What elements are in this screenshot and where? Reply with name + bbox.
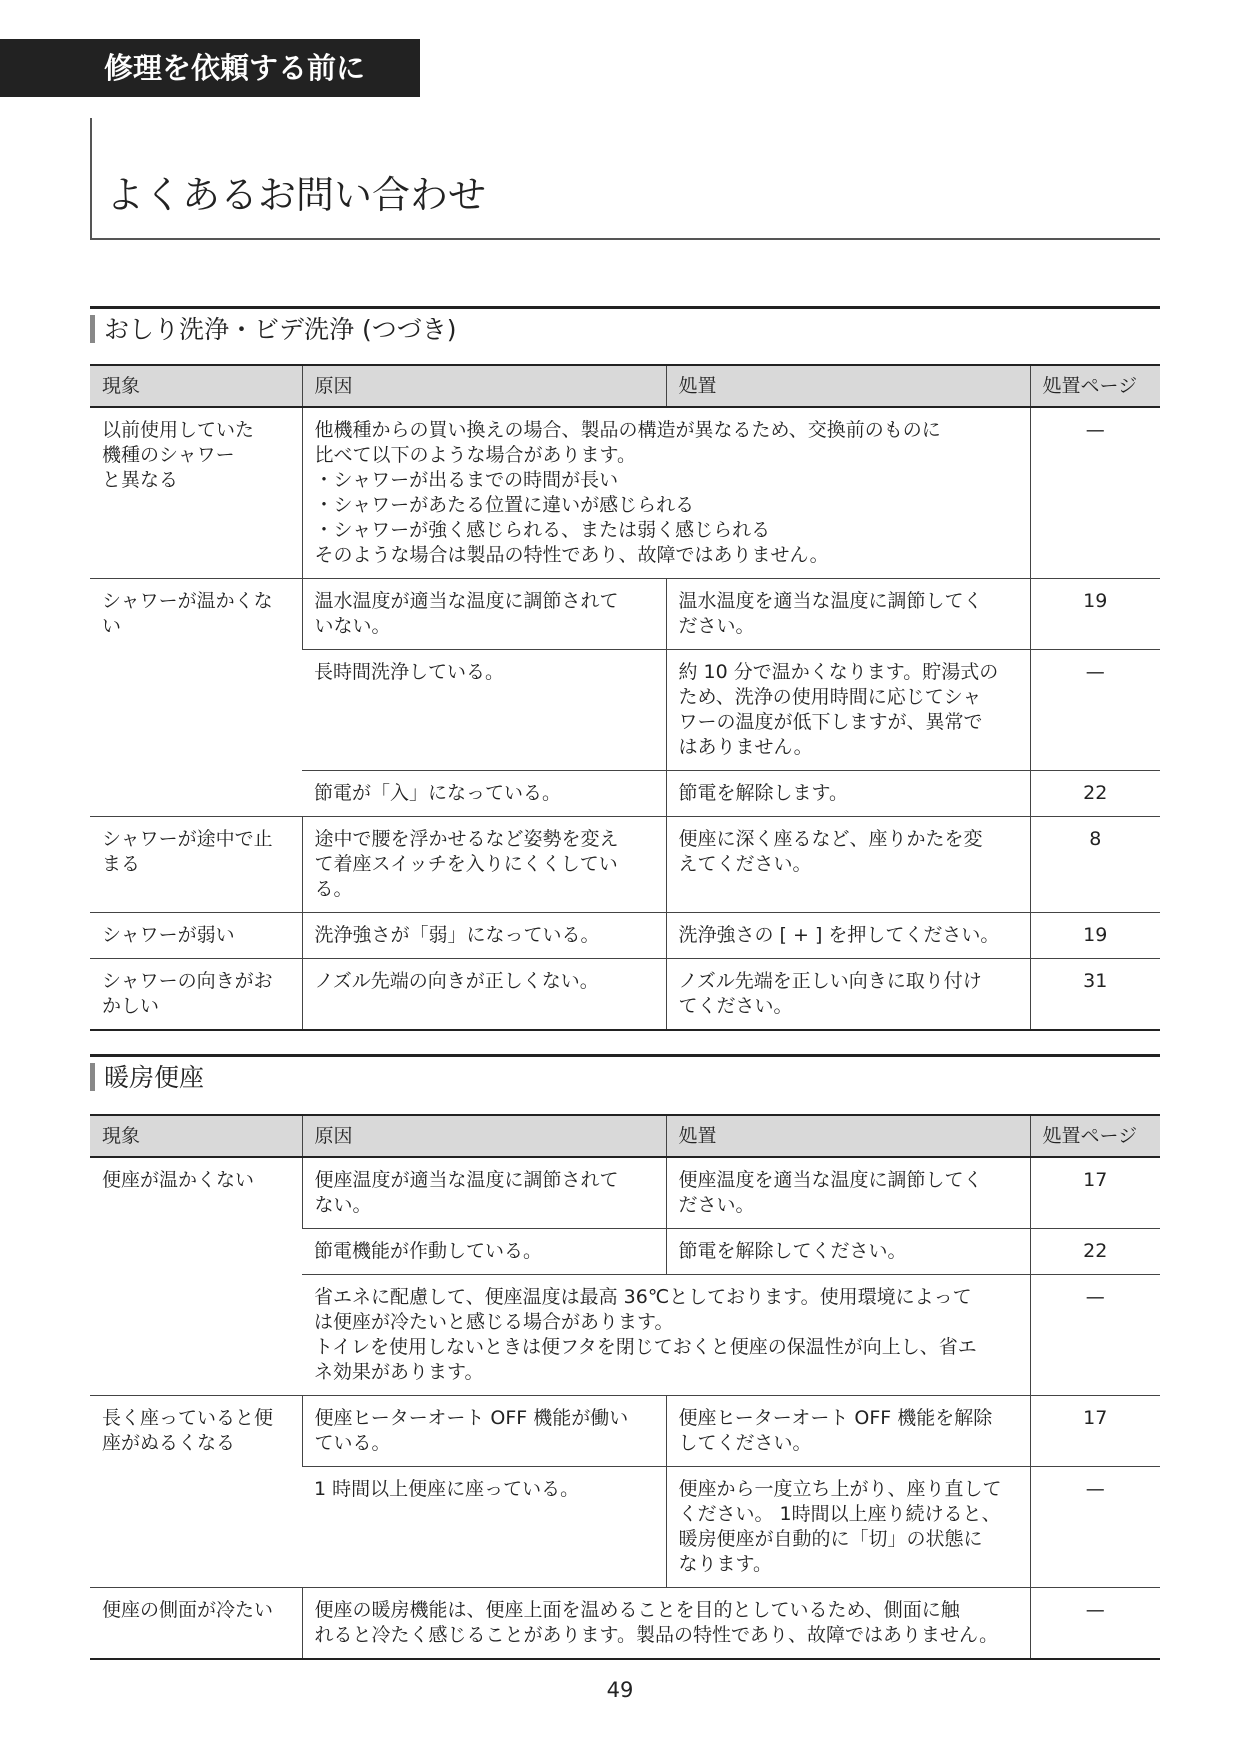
remedy-line: 温水温度を適当な温度に調節してく	[678, 590, 983, 612]
heading-bar	[90, 1063, 95, 1091]
page-cell: 22	[1030, 1229, 1160, 1275]
page-cell: 19	[1030, 913, 1160, 959]
page-number: 49	[606, 1678, 634, 1702]
symptom-cell	[90, 1157, 302, 1396]
remedy-line: 便座から一度立ち上がり、座り直して	[678, 1478, 1002, 1500]
cause-line: いない。	[314, 615, 391, 637]
table-row	[90, 959, 1160, 1031]
cause-line: そのような場合は製品の特性であり、故障ではありません。	[314, 544, 829, 566]
cause-cell	[302, 407, 1030, 579]
remedy-cell	[666, 817, 1030, 913]
remedy-line: 節電を解除します。	[678, 782, 848, 804]
cause-line: は便座が冷たいと感じる場合があります。	[314, 1311, 674, 1333]
page-cell: —	[1030, 1467, 1160, 1588]
cause-cell	[302, 771, 666, 817]
cause-cell	[302, 650, 666, 771]
remedy-line: 暖房便座が自動的に「切」の状態に	[678, 1528, 983, 1550]
cause-line: ・シャワーが出るまでの時間が長い	[314, 469, 619, 491]
page-cell: 22	[1030, 771, 1160, 817]
cause-line: ネ効果があります。	[314, 1361, 484, 1383]
symptom-line: シャワーが温かくな	[102, 590, 273, 612]
symptom-cell	[90, 407, 302, 579]
remedy-cell	[666, 913, 1030, 959]
symptom-cell	[90, 959, 302, 1031]
remedy-line: ため、洗浄の使用時間に応じてシャ	[678, 686, 982, 708]
page-cell: 17	[1030, 1157, 1160, 1229]
column-header-cause: 原因	[302, 1115, 666, 1157]
remedy-line: してください。	[678, 1432, 812, 1454]
remedy-cell	[666, 650, 1030, 771]
table-row	[90, 1396, 1160, 1467]
column-header-remedy: 処置	[666, 365, 1030, 407]
symptom-cell	[90, 913, 302, 959]
symptom-line: まる	[102, 853, 141, 875]
page-cell: —	[1030, 650, 1160, 771]
symptom-cell	[90, 817, 302, 913]
table-row	[90, 1588, 1160, 1660]
cause-line: 比べて以下のような場合があります。	[314, 444, 636, 466]
remedy-cell	[666, 1157, 1030, 1229]
cause-line: れると冷たく感じることがあります。製品の特性であり、故障ではありません。	[314, 1624, 999, 1646]
remedy-line: 約 10 分で温かくなります。貯湯式の	[678, 661, 999, 683]
remedy-line: ださい。	[678, 1194, 755, 1216]
faq-table-heated-seat	[90, 1114, 1160, 1660]
cause-line: 他機種からの買い換えの場合、製品の構造が異なるため、交換前のものに	[314, 419, 941, 441]
remedy-line: 洗浄強さの [ + ] を押してください。	[678, 924, 1000, 946]
remedy-line: えてください。	[678, 853, 812, 875]
remedy-cell	[666, 771, 1030, 817]
page-cell: 19	[1030, 579, 1160, 650]
remedy-cell	[666, 959, 1030, 1031]
remedy-line: 便座温度を適当な温度に調節してく	[678, 1169, 983, 1191]
remedy-line: はありません。	[678, 736, 813, 758]
page-title: よくあるお問い合わせ	[106, 173, 487, 217]
page-cell: 17	[1030, 1396, 1160, 1467]
chapter-title: 修理を依頼する前に	[104, 51, 366, 85]
symptom-line: シャワーの向きがお	[102, 970, 273, 992]
table-header-row	[90, 365, 1160, 407]
symptom-line: かしい	[102, 995, 160, 1017]
cause-cell	[302, 1275, 1030, 1396]
cause-cell	[302, 1588, 1030, 1660]
section-heading-washing	[90, 306, 1160, 348]
remedy-line: ノズル先端を正しい向きに取り付け	[678, 970, 982, 992]
symptom-line: 便座の側面が冷たい	[102, 1599, 274, 1621]
cause-line: ない。	[314, 1194, 372, 1216]
cause-line: 温水温度が適当な温度に調節されて	[314, 590, 619, 612]
remedy-cell	[666, 1396, 1030, 1467]
cause-line: 便座ヒーターオート OFF 機能が働い	[314, 1407, 629, 1429]
table-row	[90, 1157, 1160, 1229]
cause-cell	[302, 579, 666, 650]
cause-cell	[302, 817, 666, 913]
cause-cell	[302, 1467, 666, 1588]
cause-line: 節電機能が作動している。	[314, 1240, 543, 1262]
table-header-row	[90, 1115, 1160, 1157]
page-cell: 31	[1030, 959, 1160, 1031]
symptom-line: 便座が温かくない	[102, 1169, 255, 1191]
cause-line: ている。	[314, 1432, 391, 1454]
cause-line: ・シャワーがあたる位置に違いが感じられる	[314, 494, 695, 516]
faq-table-washing	[90, 364, 1160, 1031]
column-header-symptom: 現象	[90, 1115, 302, 1157]
column-header-symptom: 現象	[90, 365, 302, 407]
cause-cell	[302, 959, 666, 1031]
remedy-line: ワーの温度が低下しますが、異常で	[678, 711, 983, 733]
remedy-line: 節電を解除してください。	[678, 1240, 907, 1262]
symptom-cell	[90, 1396, 302, 1588]
heading-bar	[90, 315, 95, 343]
symptom-line: 座がぬるくなる	[102, 1432, 236, 1454]
cause-line: 途中で腰を浮かせるなど姿勢を変え	[314, 828, 619, 850]
cause-line: て着座スイッチを入りにくくしている。	[314, 853, 618, 900]
column-header-cause: 原因	[302, 365, 666, 407]
cause-line: 便座温度が適当な温度に調節されて	[314, 1169, 619, 1191]
symptom-line: シャワーが弱い	[102, 924, 235, 946]
section-title: おしり洗浄・ビデ洗浄 (つづき)	[104, 315, 457, 344]
symptom-line: い	[102, 615, 122, 637]
column-header-remedy: 処置	[666, 1115, 1030, 1157]
cause-line: 1 時間以上便座に座っている。	[314, 1478, 580, 1500]
remedy-line: ください。 1時間以上座り続けると、	[678, 1503, 1001, 1525]
cause-line: 便座の暖房機能は、便座上面を温めることを目的としているため、側面に触	[314, 1599, 960, 1621]
cause-line: ノズル先端の向きが正しくない。	[314, 970, 599, 992]
symptom-cell	[90, 1588, 302, 1660]
page-cell: 8	[1030, 817, 1160, 913]
table-row	[90, 579, 1160, 650]
remedy-line: なります。	[678, 1553, 772, 1575]
symptom-line: 以前使用していた	[102, 419, 255, 441]
symptom-line: と異なる	[102, 469, 179, 491]
chapter-tab	[0, 39, 420, 97]
remedy-line: てください。	[678, 995, 793, 1017]
cause-cell	[302, 1396, 666, 1467]
column-header-page: 処置ページ	[1030, 365, 1160, 407]
remedy-line: ださい。	[678, 615, 755, 637]
symptom-line: 機種のシャワー	[102, 444, 235, 466]
cause-line: 洗浄強さが「弱」になっている。	[314, 924, 600, 946]
remedy-cell	[666, 1229, 1030, 1275]
cause-cell	[302, 1229, 666, 1275]
column-header-page: 処置ページ	[1030, 1115, 1160, 1157]
cause-cell	[302, 913, 666, 959]
section-heading-heated-seat	[90, 1054, 1160, 1096]
cause-line: トイレを使用しないときは便フタを閉じておくと便座の保温性が向上し、省エ	[314, 1336, 977, 1358]
cause-line: ・シャワーが強く感じられる、または弱く感じられる	[314, 519, 771, 541]
cause-cell	[302, 1157, 666, 1229]
remedy-line: 便座ヒーターオート OFF 機能を解除	[678, 1407, 993, 1429]
cause-line: 省エネに配慮して、便座温度は最高 36℃としております。使用環境によって	[314, 1286, 972, 1308]
page-title-block	[90, 118, 1160, 240]
cause-line: 節電が「入」になっている。	[314, 782, 562, 804]
symptom-line: 長く座っていると便	[102, 1407, 274, 1429]
table-row	[90, 817, 1160, 913]
table-row	[90, 913, 1160, 959]
remedy-cell	[666, 1467, 1030, 1588]
symptom-cell	[90, 579, 302, 817]
remedy-cell	[666, 579, 1030, 650]
page-cell: —	[1030, 1588, 1160, 1660]
cause-line: 長時間洗浄している。	[314, 661, 505, 683]
symptom-line: シャワーが途中で止	[102, 828, 273, 850]
page-cell: —	[1030, 407, 1160, 579]
section-title: 暖房便座	[104, 1063, 205, 1092]
remedy-line: 便座に深く座るなど、座りかたを変	[678, 828, 983, 850]
table-row	[90, 407, 1160, 579]
page-cell: —	[1030, 1275, 1160, 1396]
